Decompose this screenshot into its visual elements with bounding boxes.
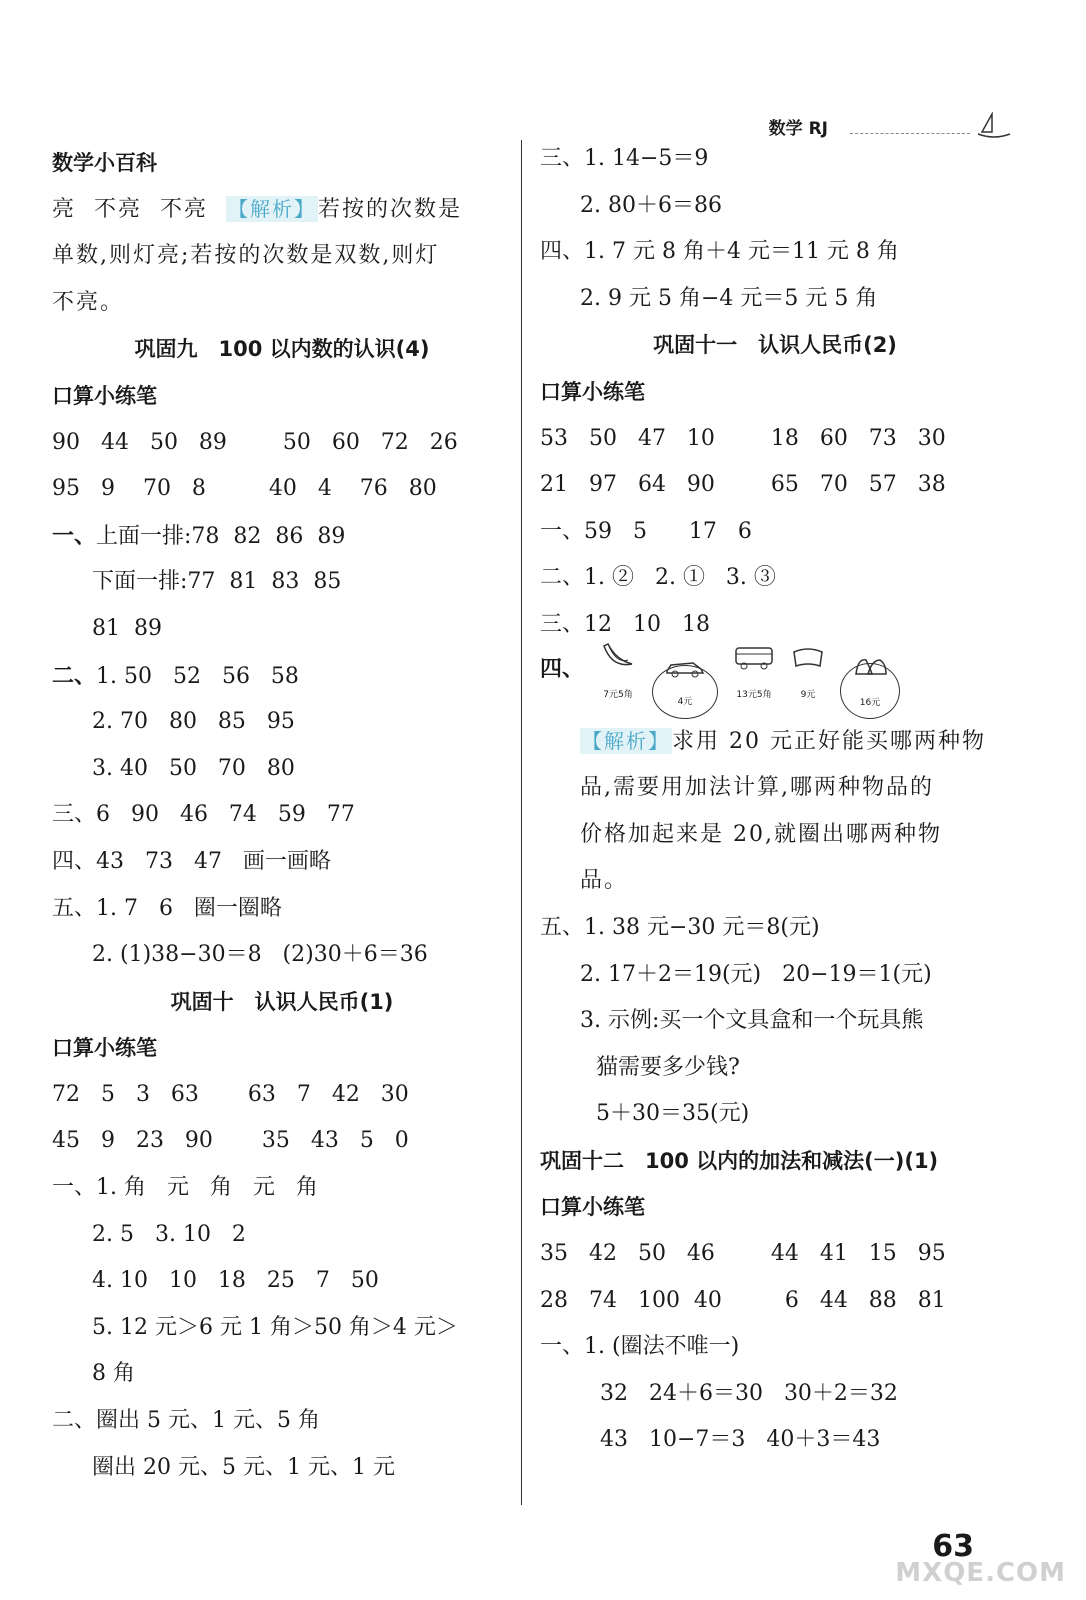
lesson-9-q2-line-1	[52, 653, 512, 700]
page-number: 63	[932, 1529, 974, 1564]
lesson-12-q1: 一、1. (圈法不唯一)	[540, 1334, 740, 1360]
lesson-9-oral-heading: 口算小练笔	[52, 383, 157, 408]
baike-title: 数学小百科	[52, 151, 157, 175]
item-toy-bus	[732, 642, 776, 719]
scarf-icon	[790, 642, 826, 672]
lesson-9-oral-row-1: 90 44 50 89 50 60 72 26	[52, 429, 458, 455]
item-price: 13元5角	[736, 689, 772, 700]
lesson-11-q3: 三、12 10 18	[540, 611, 710, 637]
lesson-11-title: 巩固十一 认识人民币(2)	[653, 333, 897, 358]
lesson-10-q2-line-2: 圈出 20 元、5 元、1 元、1 元	[92, 1454, 395, 1480]
lesson-10-q1-line-2: 2. 5 3. 10 2	[92, 1221, 246, 1247]
q-text: 1. 50 52 56 58	[96, 663, 299, 689]
baike-text-2: 单数,则灯亮;若按的次数是双数,则灯	[52, 243, 440, 269]
item-toy-car-circled	[652, 665, 718, 719]
q3-line-2: 2. 80＋6＝86	[580, 192, 722, 218]
analysis-tag: 【解析】	[582, 728, 670, 753]
lesson-11-q5-line-3c: 5＋30＝35(元)	[596, 1101, 750, 1127]
lesson-11-analysis-2: 品,需要用加法计算,哪两种物品的	[580, 775, 934, 801]
lesson-9-q1-line-2: 下面一排:77 81 83 85	[92, 569, 342, 595]
q4-line-2: 2. 9 元 5 角−4 元＝5 元 5 角	[580, 285, 878, 311]
lesson-11-q5-line-2: 2. 17＋2＝19(元) 20−19＝1(元)	[580, 961, 932, 987]
lesson-9-q1-line-1	[52, 513, 512, 560]
lesson-9-q3: 三、6 90 46 74 59 77	[52, 802, 355, 828]
q-label: 二、	[52, 662, 97, 689]
q-label: 四、	[540, 655, 585, 682]
item-price: 9元	[800, 689, 816, 700]
lesson-11-q2: 二、1. ② 2. ① 3. ③	[540, 565, 776, 591]
lesson-10-q1-line-4: 4. 10 10 18 25 7 50	[92, 1268, 379, 1294]
lesson-11-oral-row-1: 53 50 47 10 18 60 73 30	[540, 425, 946, 451]
lesson-9-q5-line-2: 2. (1)38−30＝8 (2)30＋6＝36	[92, 942, 428, 968]
q3-line-1: 三、1. 14−5＝9	[540, 146, 709, 171]
hat-icon	[850, 654, 890, 680]
q4-line-1: 四、1. 7 元 8 角＋4 元＝11 元 8 角	[540, 239, 899, 265]
lesson-10-q2-line-1: 二、圈出 5 元、1 元、5 角	[52, 1408, 320, 1434]
subject-label: 数学 RJ	[768, 118, 828, 139]
lesson-9-oral-row-2: 95 9 70 8 40 4 76 80	[52, 476, 437, 502]
item-banana	[598, 638, 638, 719]
header-rule	[850, 119, 970, 134]
column-divider	[521, 140, 522, 1505]
lesson-12-q1-line-b: 43 10−7＝3 40＋3＝43	[600, 1427, 881, 1453]
lesson-11-q5-line-1: 五、1. 38 元−30 元＝8(元)	[540, 914, 820, 940]
item-price: 16元	[859, 698, 881, 709]
lesson-10-oral-row-2: 45 9 23 90 35 43 5 0	[52, 1128, 409, 1154]
lesson-12-title: 巩固十二 100 以内的加法和减法(一)(1)	[540, 1148, 939, 1173]
lesson-10-oral-row-1: 72 5 3 63 63 7 42 30	[52, 1081, 409, 1107]
analysis-text: 求用 20 元正好能买哪两种物	[672, 728, 986, 754]
lesson-9-q4: 四、43 73 47 画一画略	[52, 848, 331, 874]
lesson-11-q5-line-3b: 猫需要多少钱?	[596, 1054, 740, 1080]
lesson-11-analysis-1	[540, 719, 1010, 766]
q-text: 上面一排:78 82 86 89	[96, 523, 346, 549]
lesson-10-oral-heading: 口算小练笔	[52, 1036, 157, 1061]
lesson-12-oral-row-1: 35 42 50 46 44 41 15 95	[540, 1241, 946, 1267]
lesson-11-analysis-3: 价格加起来是 20,就圈出哪两种物	[580, 821, 942, 847]
toy-bus-icon	[732, 642, 776, 672]
watermark: MXQE.COM	[895, 1558, 1066, 1588]
q-label: 一、	[52, 522, 97, 549]
item-price: 4元	[677, 697, 693, 708]
lesson-11-oral-heading: 口算小练笔	[540, 379, 645, 404]
lesson-10-q1-line-5: 5. 12 元＞6 元 1 角＞50 角＞4 元＞	[92, 1314, 458, 1340]
lesson-11-q4-items	[540, 649, 1010, 719]
lesson-12-oral-heading: 口算小练笔	[540, 1195, 645, 1220]
baike-line-1	[52, 187, 512, 234]
lesson-11-analysis-4: 品。	[580, 868, 629, 894]
lesson-12-q1-line-a: 32 24＋6＝30 30＋2＝32	[600, 1380, 898, 1406]
item-scarf	[790, 642, 826, 719]
lesson-10-title: 巩固十 认识人民币(1)	[170, 989, 394, 1014]
analysis-tag: 【解析】	[227, 196, 316, 221]
toy-car-icon	[663, 657, 707, 679]
lesson-11-q1: 一、59 5 17 6	[540, 518, 752, 544]
banana-icon	[598, 638, 638, 672]
right-column	[540, 136, 1010, 1464]
lesson-10-q1-line-5b: 8 角	[92, 1361, 135, 1387]
lesson-9-q2-line-2: 2. 70 80 85 95	[92, 709, 295, 735]
lesson-9-q5-line-1: 五、1. 7 6 圈一圈略	[52, 895, 282, 921]
lesson-9-q1-line-3: 81 89	[92, 615, 162, 641]
lesson-10-q1-line-1: 一、1. 角 元 角 元 角	[52, 1175, 318, 1201]
lesson-9-q2-line-3: 3. 40 50 70 80	[92, 755, 295, 781]
baike-text-3: 不亮。	[52, 289, 125, 315]
left-column	[52, 140, 512, 1491]
baike-text-1: 若按的次数是	[317, 196, 462, 222]
lesson-12-oral-row-2: 28 74 100 40 6 44 88 81	[540, 1287, 946, 1313]
item-price: 7元5角	[603, 689, 633, 700]
item-hat-circled	[840, 663, 900, 719]
lesson-11-oral-row-2: 21 97 64 90 65 70 57 38	[540, 472, 946, 498]
lesson-11-q5-line-3: 3. 示例:买一个文具盒和一个玩具熊	[580, 1008, 924, 1034]
lesson-9-title: 巩固九 100 以内数的认识(4)	[134, 337, 430, 362]
baike-answer: 亮 不亮 不亮	[52, 196, 208, 222]
